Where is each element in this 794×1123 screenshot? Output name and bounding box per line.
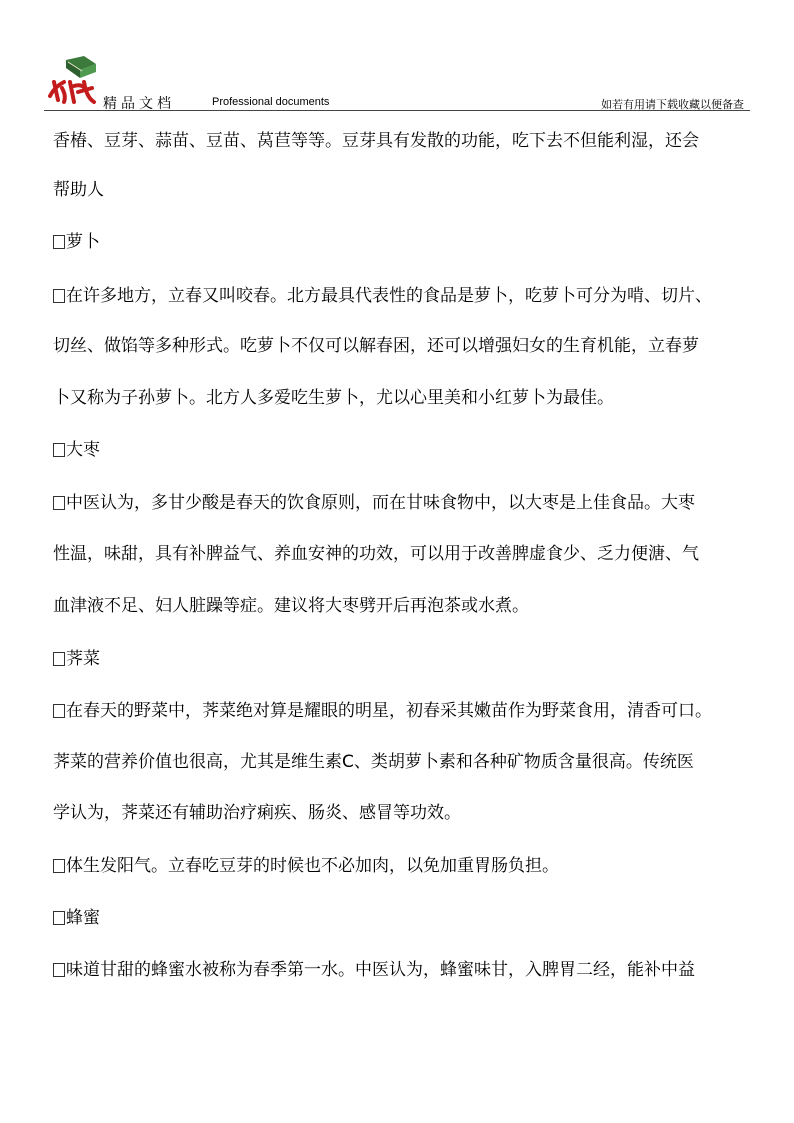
text-line (53, 437, 100, 463)
text-line (53, 593, 529, 619)
checkbox-glyph-icon (53, 652, 65, 666)
text-line (53, 853, 559, 879)
checkbox-glyph-icon (53, 289, 65, 303)
brand-subtitle: Professional documents (212, 96, 330, 108)
checkbox-glyph-icon (53, 963, 65, 977)
line-text: 血津液不足、妇人脏躁等症。建议将大枣劈开后再泡茶或水煮。 (53, 596, 529, 616)
header-divider (44, 110, 750, 111)
text-line (53, 541, 699, 567)
text-line (53, 800, 461, 826)
brand-title: 精品文档 (103, 96, 175, 112)
checkbox-glyph-icon (53, 443, 65, 457)
checkbox-glyph-icon (53, 704, 65, 718)
line-text: 大枣 (66, 440, 100, 460)
line-text: 学认为，荠菜还有辅助治疗痢疾、肠炎、感冒等功效。 (53, 803, 461, 823)
text-line (53, 177, 104, 203)
text-line (53, 698, 712, 724)
checkbox-glyph-icon (53, 911, 65, 925)
checkbox-glyph-icon (53, 496, 65, 510)
text-line (53, 957, 695, 983)
checkbox-glyph-icon (53, 235, 65, 249)
line-text: 切丝、做馅等多种形式。吃萝卜不仅可以解春困，还可以增强妇女的生育机能，立春萝 (53, 336, 699, 356)
checkbox-glyph-icon (53, 859, 65, 873)
line-text: 萝卜 (66, 232, 100, 252)
line-text: 体生发阳气。立春吃豆芽的时候也不必加肉，以免加重胃肠负担。 (66, 856, 559, 876)
text-line (53, 283, 712, 309)
line-text: 香椿、豆芽、蒜苗、豆苗、莴苣等等。豆芽具有发散的功能，吃下去不但能利湿，还会 (53, 131, 699, 151)
line-text: 在许多地方，立春又叫咬春。北方最具代表性的食品是萝卜，吃萝卜可分为啃、切片、 (66, 286, 712, 306)
text-line (53, 229, 100, 255)
text-line (53, 749, 694, 775)
text-line (53, 128, 699, 154)
line-text: 味道甘甜的蜂蜜水被称为春季第一水。中医认为，蜂蜜味甘，入脾胃二经，能补中益 (66, 960, 695, 980)
text-line (53, 905, 100, 931)
line-text: 蜂蜜 (66, 908, 100, 928)
line-text: 荠菜的营养价值也很高，尤其是维生素C、类胡萝卜素和各种矿物质含量很高。传统医 (53, 752, 694, 772)
line-text: 卜又称为子孙萝卜。北方人多爱吃生萝卜，尤以心里美和小红萝卜为最佳。 (53, 388, 614, 408)
logo-icon (44, 52, 100, 108)
line-text: 荠菜 (66, 649, 100, 669)
line-text: 在春天的野菜中，荠菜绝对算是耀眼的明星，初春采其嫩苗作为野菜食用，清香可口。 (66, 701, 712, 721)
line-text: 帮助人 (53, 180, 104, 200)
header-note: 如若有用请下载收藏以便备查 (601, 98, 744, 111)
text-line (53, 646, 100, 672)
line-text: 性温，味甜，具有补脾益气、养血安神的功效，可以用于改善脾虚食少、乏力便溏、气 (53, 544, 699, 564)
text-line (53, 490, 695, 516)
page-header (0, 0, 794, 112)
text-line (53, 333, 699, 359)
line-text: 中医认为，多甘少酸是春天的饮食原则，而在甘味食物中，以大枣是上佳食品。大枣 (66, 493, 695, 513)
text-line (53, 385, 614, 411)
